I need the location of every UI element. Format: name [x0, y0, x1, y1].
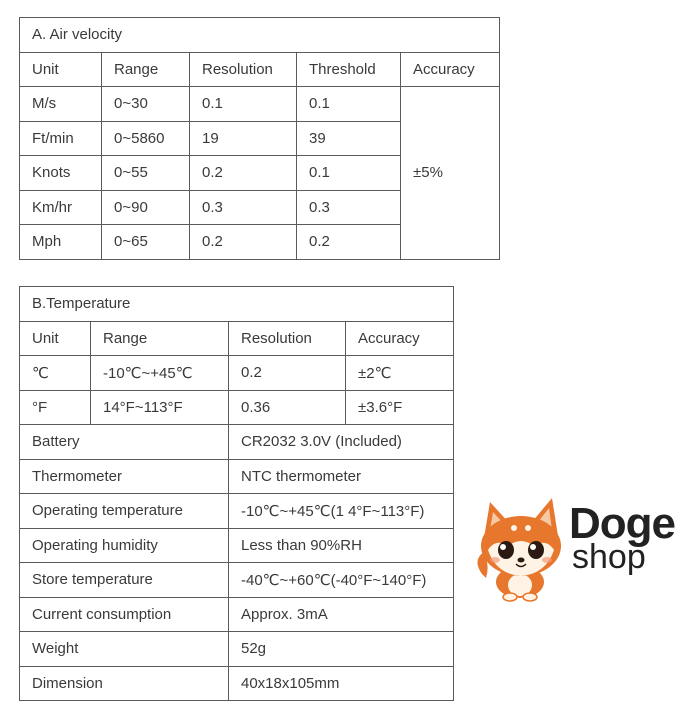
table-cell: 0.2: [297, 225, 401, 260]
table-cell: Knots: [20, 156, 102, 191]
spec-row: [20, 425, 454, 460]
spec-value: 40x18x105mm: [229, 666, 454, 701]
accuracy-cell: ±5%: [401, 87, 500, 260]
spec-value: -40℃~+60℃(-40°F~140°F): [229, 563, 454, 598]
header-cell: Range: [91, 321, 229, 356]
table-cell: 0.1: [190, 87, 297, 122]
table-cell: 0.2: [229, 356, 346, 391]
table-cell: 0.1: [297, 156, 401, 191]
spec-value: -10℃~+45℃(1 4°F~113°F): [229, 494, 454, 529]
table-cell: 19: [190, 121, 297, 156]
spec-row: [20, 459, 454, 494]
header-cell: Range: [102, 52, 190, 87]
spec-label: Operating temperature: [20, 494, 229, 529]
temperature-title: B.Temperature: [20, 287, 454, 322]
spec-label: Store temperature: [20, 563, 229, 598]
table-cell: 0~30: [102, 87, 190, 122]
table-row: [20, 87, 500, 122]
table-cell: Mph: [20, 225, 102, 260]
header-cell: Unit: [20, 321, 91, 356]
header-cell: Accuracy: [346, 321, 454, 356]
table-cell: Km/hr: [20, 190, 102, 225]
spec-label: Thermometer: [20, 459, 229, 494]
table-cell: 0~90: [102, 190, 190, 225]
header-cell: Accuracy: [401, 52, 500, 87]
spec-label: Current consumption: [20, 597, 229, 632]
spec-value: Less than 90%RH: [229, 528, 454, 563]
table-cell: M/s: [20, 87, 102, 122]
table-cell: 0.1: [297, 87, 401, 122]
spec-row: [20, 563, 454, 598]
table-cell: 39: [297, 121, 401, 156]
header-cell: Resolution: [190, 52, 297, 87]
spec-row: [20, 494, 454, 529]
table-row: [20, 356, 454, 391]
table-cell: 0.2: [190, 225, 297, 260]
temperature-table: [19, 286, 454, 701]
table-cell: 0~5860: [102, 121, 190, 156]
spec-label: Operating humidity: [20, 528, 229, 563]
table-cell: 0~65: [102, 225, 190, 260]
header-cell: Unit: [20, 52, 102, 87]
spec-label: Dimension: [20, 666, 229, 701]
table-cell: 0.36: [229, 390, 346, 425]
spec-label: Weight: [20, 632, 229, 667]
doge-shop-logo: [476, 490, 686, 605]
header-cell: Threshold: [297, 52, 401, 87]
table-cell: 0.3: [297, 190, 401, 225]
table-cell: ±2℃: [346, 356, 454, 391]
spec-label: Battery: [20, 425, 229, 460]
table-cell: 0.2: [190, 156, 297, 191]
spec-row: [20, 528, 454, 563]
table-cell: 14°F~113°F: [91, 390, 229, 425]
spec-value: NTC thermometer: [229, 459, 454, 494]
table-cell: 0~55: [102, 156, 190, 191]
table-cell: ℃: [20, 356, 91, 391]
header-cell: Resolution: [229, 321, 346, 356]
table-cell: °F: [20, 390, 91, 425]
spec-value: Approx. 3mA: [229, 597, 454, 632]
air-velocity-title: A. Air velocity: [20, 18, 500, 53]
spec-value: CR2032 3.0V (Included): [229, 425, 454, 460]
spec-row: [20, 666, 454, 701]
logo-text-shop: shop: [572, 538, 646, 576]
table-header-row: [20, 52, 500, 87]
spec-row: [20, 632, 454, 667]
table-header-row: [20, 321, 454, 356]
spec-row: [20, 597, 454, 632]
table-row: [20, 390, 454, 425]
logo-text-doge: Doge: [569, 499, 675, 548]
air-velocity-table: [19, 17, 500, 260]
table-cell: ±3.6°F: [346, 390, 454, 425]
shiba-dog-icon: [476, 490, 566, 602]
table-cell: -10℃~+45℃: [91, 356, 229, 391]
table-cell: Ft/min: [20, 121, 102, 156]
spec-value: 52g: [229, 632, 454, 667]
table-cell: 0.3: [190, 190, 297, 225]
